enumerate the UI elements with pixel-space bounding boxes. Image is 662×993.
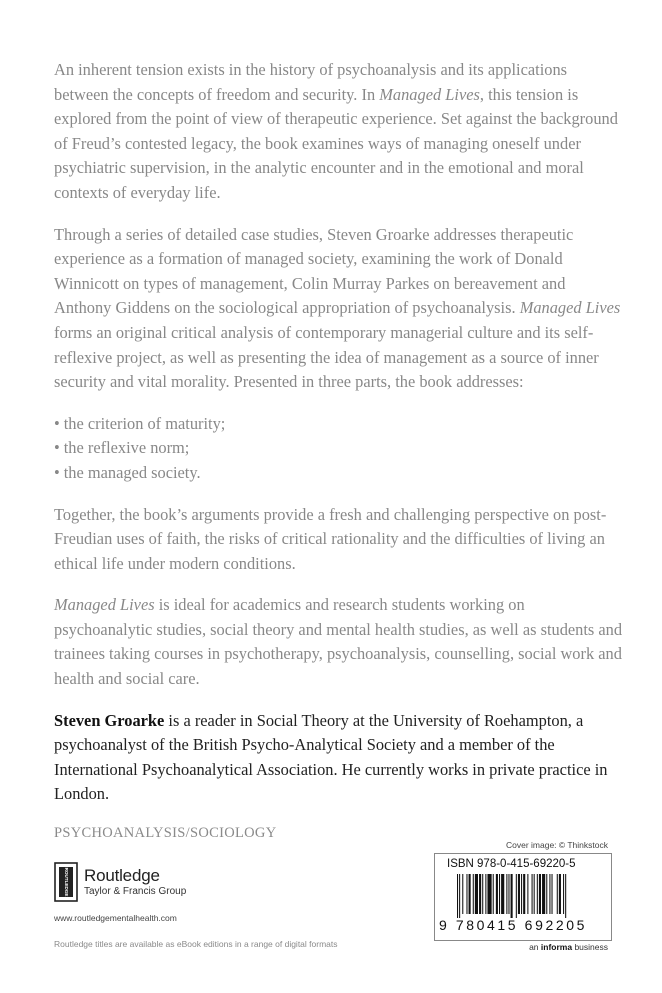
barcode-bar [485, 874, 486, 914]
blurb-text [54, 58, 624, 824]
book-title-italic: Managed Lives [519, 298, 621, 318]
list-item [54, 461, 624, 486]
p2-text-a: Through a series of detailed case studies, Steven Groarke addresses therapeutic experience as a formation of managed society, examining the work of Donald Winnicott on types of management, Colin Murray Parkes on bereavement and Anthony Giddens on the sociological appropriation of psychoanalysis. [54, 224, 574, 318]
barcode-bar [542, 874, 545, 914]
list-item-text: the criterion of maturity; [63, 413, 226, 433]
barcode-bar [523, 874, 525, 914]
p1-text-b: , this tension is explored from the point of view of therapeutic experience. Set against the background of Freud’s contested legacy, the book examines ways of managing oneself under psychiatric supervision, in the analytic encounter and in the emotional and moral contexts of everyday life. [54, 84, 618, 202]
barcode-bar [559, 874, 561, 914]
blurb-paragraph-3: Together, the book’s arguments provide a fresh and challenging perspective on post-Freudian uses of faith, the risks of critical rationality and the difficulties of living an ethical life under modern conditions. [54, 504, 607, 573]
barcode-bar [475, 874, 478, 914]
subject-category: PSYCHOANALYSIS/SOCIOLOGY [54, 825, 277, 841]
barcode-bar [459, 874, 460, 918]
barcode-bar [537, 874, 538, 914]
blurb-paragraph-1 [54, 58, 624, 206]
barcode-bar [539, 874, 541, 914]
barcode-bar [557, 874, 558, 914]
barcode-bar [457, 874, 458, 918]
barcode-bar [532, 874, 533, 914]
author-bio-text: is a reader in Social Theory at the University of Roehampton, a psychoanalyst of the British Psycho-Analytical Society and a member of the International Psychoanalytical Association. He currently works in private practice in London. [54, 710, 608, 804]
barcode-bar [499, 874, 500, 914]
list-item [54, 412, 624, 437]
barcode-bar [563, 874, 564, 914]
p1-text-a: An inherent tension exists in the history of psychoanalysis and its applications between the concepts of freedom and security. In [54, 60, 568, 104]
informa-business [529, 942, 608, 952]
barcode-bar [565, 874, 566, 918]
routledge-logo-icon [54, 862, 78, 902]
isbn-text: ISBN 978-0-415-69220-5 [447, 858, 576, 870]
barcode-bar [511, 874, 513, 918]
publisher-website: www.routledgementalhealth.com [54, 913, 177, 923]
barcode-bar [527, 874, 528, 914]
informa-prefix: an [529, 942, 541, 952]
barcode-bar [479, 874, 481, 914]
list-item-text: the reflexive norm; [63, 438, 190, 458]
barcode-bar [482, 874, 483, 914]
barcode-bar [493, 874, 494, 914]
barcode-bar [516, 874, 517, 918]
author-name: Steven Groarke [54, 710, 165, 730]
barcode-bar [546, 874, 547, 914]
barcode-bar [466, 874, 467, 914]
topic-list [54, 412, 624, 486]
p4-text-b: is ideal for academics and research students working on psychoanalytic studies, social theory and mental health studies, as well as students and trainees taking courses in psychotherapy, psychoanalysis, counselling, social work and health and social care. [54, 595, 623, 689]
ebook-note: Routledge titles are available as eBook editions in a range of digital formats [54, 939, 338, 949]
publisher-name: Routledge [84, 866, 160, 885]
barcode-digits: 9 780415 692205 [439, 917, 587, 933]
blurb-paragraph-2 [54, 223, 624, 395]
p2-text-b: forms an original critical analysis of contemporary managerial culture and its self-reflexive project, as well as presenting the idea of management as a source of inner security and vital morality. Presented in three parts, the book addresses: [54, 322, 599, 392]
book-title-italic: Managed Lives [54, 595, 155, 615]
barcode-bar [469, 874, 471, 914]
publisher-group: Taylor & Francis Group [84, 886, 187, 897]
informa-suffix: business [572, 942, 608, 952]
barcode-bar [552, 874, 553, 914]
bullet-icon: • [54, 413, 60, 433]
barcode-bar [501, 874, 504, 914]
publisher-block [54, 862, 284, 906]
barcode-bar [518, 874, 520, 914]
barcode-bar [549, 874, 550, 914]
barcode-bar [534, 874, 535, 914]
barcode-bar [487, 874, 491, 914]
bullet-icon: • [54, 462, 60, 482]
book-title-italic: Managed Lives [379, 84, 480, 104]
list-item-text: the managed society. [63, 462, 201, 482]
author-bio [54, 709, 624, 807]
blurb-paragraph-4 [54, 593, 624, 691]
cover-image-credit: Cover image: © Thinkstock [505, 840, 608, 850]
barcode-icon [457, 874, 602, 918]
barcode-bar [508, 874, 509, 914]
barcode-bar [506, 874, 507, 914]
barcode-bar [462, 874, 463, 914]
isbn-barcode [434, 853, 612, 941]
logo-lettering: ROUTLEDGE [63, 867, 69, 897]
list-item [54, 436, 624, 461]
barcode-bar [473, 874, 474, 914]
barcode-bar [496, 874, 498, 914]
informa-brand: informa [540, 942, 573, 952]
barcode-bar [521, 874, 522, 914]
bullet-icon: • [54, 438, 60, 458]
